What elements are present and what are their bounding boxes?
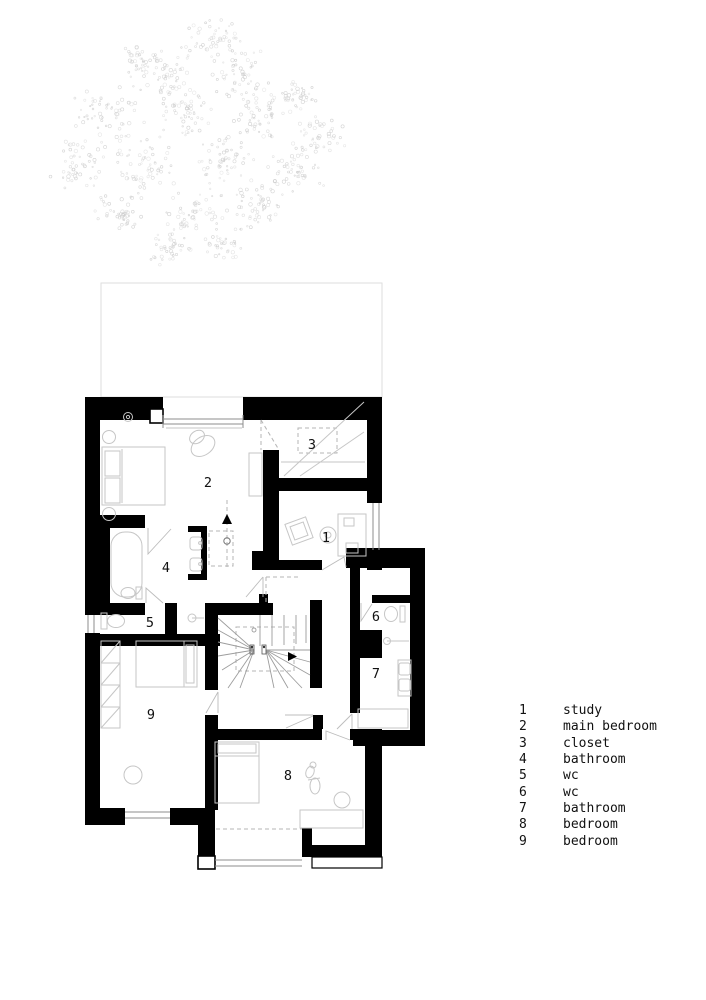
legend-row: [519, 719, 657, 735]
room-label-8: 8: [283, 768, 293, 784]
legend-row: [519, 752, 657, 768]
stair-direction-arrow-icon: [288, 652, 297, 661]
legend-num: 6: [519, 784, 527, 800]
legend-label: closet: [563, 735, 610, 751]
legend-num: 4: [519, 752, 527, 768]
legend-row: [519, 817, 657, 833]
legend-row: [519, 703, 657, 719]
legend-row: [519, 736, 657, 752]
legend: [519, 703, 657, 850]
tree-canopy-sketch-icon: [49, 19, 346, 266]
legend-num: 2: [519, 719, 527, 735]
room-label-1: 1: [321, 530, 331, 546]
room-label-7: 7: [371, 666, 381, 682]
walls: [85, 397, 425, 857]
legend-label: wc: [563, 784, 579, 800]
legend-num: 9: [519, 833, 527, 849]
legend-label: bathroom: [563, 801, 626, 817]
legend-row: [519, 768, 657, 784]
utility-fixture: [188, 614, 204, 622]
legend-num: 7: [519, 801, 527, 817]
legend-label: wc: [563, 768, 579, 784]
legend-label: bedroom: [563, 817, 618, 833]
room-4-furniture: [111, 532, 202, 599]
room-label-6: 6: [371, 609, 381, 625]
legend-row: [519, 801, 657, 817]
room-label-3: 3: [307, 437, 317, 453]
legend-row: [519, 834, 657, 850]
room-label-4: 4: [161, 560, 171, 576]
room-2-furniture: [102, 413, 262, 521]
legend-num: 5: [519, 768, 527, 784]
legend-num: 1: [519, 703, 527, 718]
legend-label: bedroom: [563, 833, 618, 849]
terrace-outline: [101, 283, 382, 397]
legend-label: bathroom: [563, 752, 626, 768]
room-5-furniture: [101, 613, 125, 629]
room-8-furniture: [215, 742, 363, 828]
room-6-furniture: [385, 606, 406, 622]
legend-row: [519, 785, 657, 801]
room-label-9: 9: [146, 707, 156, 723]
room-label-2: 2: [203, 475, 213, 491]
legend-num: 8: [519, 817, 527, 833]
legend-label: study: [563, 703, 603, 718]
stairs: [218, 615, 310, 688]
room-label-5: 5: [145, 615, 155, 631]
legend-num: 3: [519, 735, 527, 751]
legend-label: main bedroom: [563, 719, 657, 735]
